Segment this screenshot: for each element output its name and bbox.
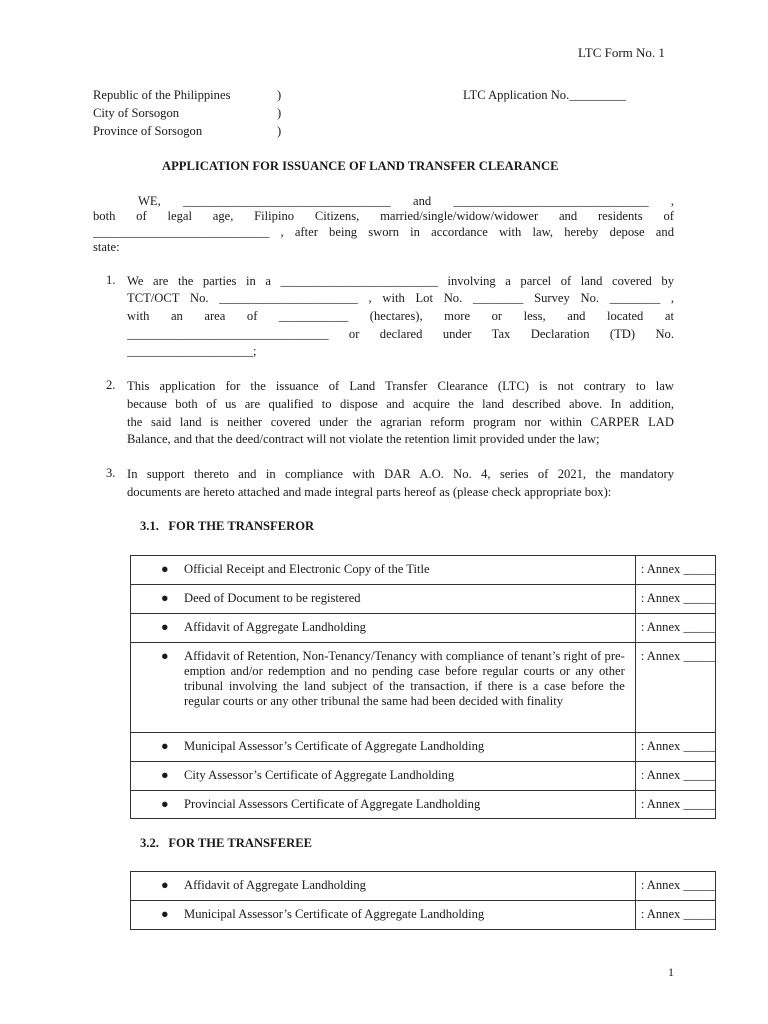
- requirement: Official Receipt and Electronic Copy of the Title: [184, 562, 430, 576]
- requirement: Affidavit of Retention, Non-Tenancy/Tenancy with compliance of tenant’s right of pre-emption and/or redemption and no pending case before regular courts or any other tribunal involving the land subject of the transaction, if there is a case before the regular courts or any other tribunal the same had been decided with finality: [184, 649, 625, 708]
- bullet-icon: ●: [161, 649, 169, 663]
- item-1-line: ________________________________ or declared under Tax Declaration (TD) No.: [127, 327, 674, 341]
- bullet-icon: ●: [161, 797, 169, 811]
- bullet-icon: ●: [161, 562, 169, 576]
- table-row: [131, 872, 716, 901]
- annex-field[interactable]: : Annex _____: [635, 872, 715, 901]
- header-city: City of Sorsogon: [93, 106, 180, 120]
- paren: ): [277, 88, 282, 102]
- table-row: [131, 733, 716, 762]
- item-1-line: TCT/OCT No. ______________________ , with Lot No. ________ Survey No. ________ ,: [127, 291, 674, 305]
- item-number: 2.: [106, 378, 116, 392]
- requirement: Affidavit of Aggregate Landholding: [184, 878, 366, 892]
- intro-line: both of legal age, Filipino Citizens, married/single/widow/widower and residents of: [93, 209, 674, 223]
- item-number: 3.: [106, 466, 116, 480]
- table-row: [131, 901, 716, 930]
- annex-field[interactable]: : Annex _____: [635, 585, 715, 614]
- page-number: 1: [668, 965, 674, 979]
- intro-line: state:: [93, 240, 120, 254]
- item-3-line: In support thereto and in compliance with DAR A.O. No. 4, series of 2021, the mandatory: [127, 467, 674, 481]
- table-row: [131, 762, 716, 791]
- table-row: [131, 791, 716, 819]
- item-3-line: documents are hereto attached and made integral parts hereof as (please check appropriate box):: [127, 485, 612, 499]
- annex-field[interactable]: : Annex _____: [635, 762, 715, 791]
- paren: ): [277, 106, 282, 120]
- item-1-line: We are the parties in a _________________________ involving a parcel of land covered by: [127, 274, 674, 288]
- requirement: Provincial Assessors Certificate of Aggregate Landholding: [184, 797, 481, 811]
- bullet-icon: ●: [161, 878, 169, 892]
- application-number: LTC Application No._________: [463, 88, 626, 102]
- annex-field[interactable]: : Annex _____: [635, 733, 715, 762]
- table-row: [131, 556, 716, 585]
- requirement: Deed of Document to be registered: [184, 591, 361, 605]
- table-row: [131, 585, 716, 614]
- item-number: 1.: [106, 273, 116, 287]
- annex-field[interactable]: : Annex _____: [635, 791, 715, 819]
- bullet-icon: ●: [161, 768, 169, 782]
- transferee-table: [130, 871, 716, 930]
- item-2-line: the said land is neither covered under the agrarian reform program nor within CARPER LAD: [127, 415, 674, 429]
- bullet-icon: ●: [161, 620, 169, 634]
- annex-field[interactable]: : Annex _____: [635, 643, 715, 733]
- document-title: APPLICATION FOR ISSUANCE OF LAND TRANSFER CLEARANCE: [162, 159, 559, 173]
- annex-field[interactable]: : Annex _____: [635, 901, 715, 930]
- bullet-icon: ●: [161, 591, 169, 605]
- annex-field[interactable]: : Annex _____: [635, 556, 715, 585]
- requirement: Municipal Assessor’s Certificate of Aggregate Landholding: [184, 907, 485, 921]
- requirement: Affidavit of Aggregate Landholding: [184, 620, 366, 634]
- item-2-line: Balance, and that the deed/contract will not violate the retention limit provided under the law;: [127, 432, 600, 446]
- transferee-heading: 3.2. FOR THE TRANSFEREE: [140, 836, 313, 850]
- item-2-line: This application for the issuance of Land Transfer Clearance (LTC) is not contrary to law: [127, 379, 674, 393]
- transferor-table: [130, 555, 716, 819]
- item-1-line: with an area of ___________ (hectares), more or less, and located at: [127, 309, 674, 323]
- transferor-heading: 3.1. FOR THE TRANSFEROR: [140, 519, 315, 533]
- annex-field[interactable]: : Annex _____: [635, 614, 715, 643]
- requirement: Municipal Assessor’s Certificate of Aggregate Landholding: [184, 739, 485, 753]
- header-republic: Republic of the Philippines: [93, 88, 231, 102]
- paren: ): [277, 124, 282, 138]
- intro-line: ____________________________ , after being sworn in accordance with law, hereby depose and: [93, 225, 674, 239]
- table-row: [131, 643, 716, 733]
- table-row: [131, 614, 716, 643]
- intro-line: WE, _________________________________ and _______________________________ ,: [138, 194, 674, 208]
- bullet-icon: ●: [161, 907, 169, 921]
- requirement: City Assessor’s Certificate of Aggregate Landholding: [184, 768, 455, 782]
- bullet-icon: ●: [161, 739, 169, 753]
- header-province: Province of Sorsogon: [93, 124, 203, 138]
- form-number: LTC Form No. 1: [578, 45, 665, 60]
- item-1-line: ____________________;: [127, 344, 257, 358]
- item-2-line: because both of us are qualified to dispose and acquire the land described above. In addition,: [127, 397, 674, 411]
